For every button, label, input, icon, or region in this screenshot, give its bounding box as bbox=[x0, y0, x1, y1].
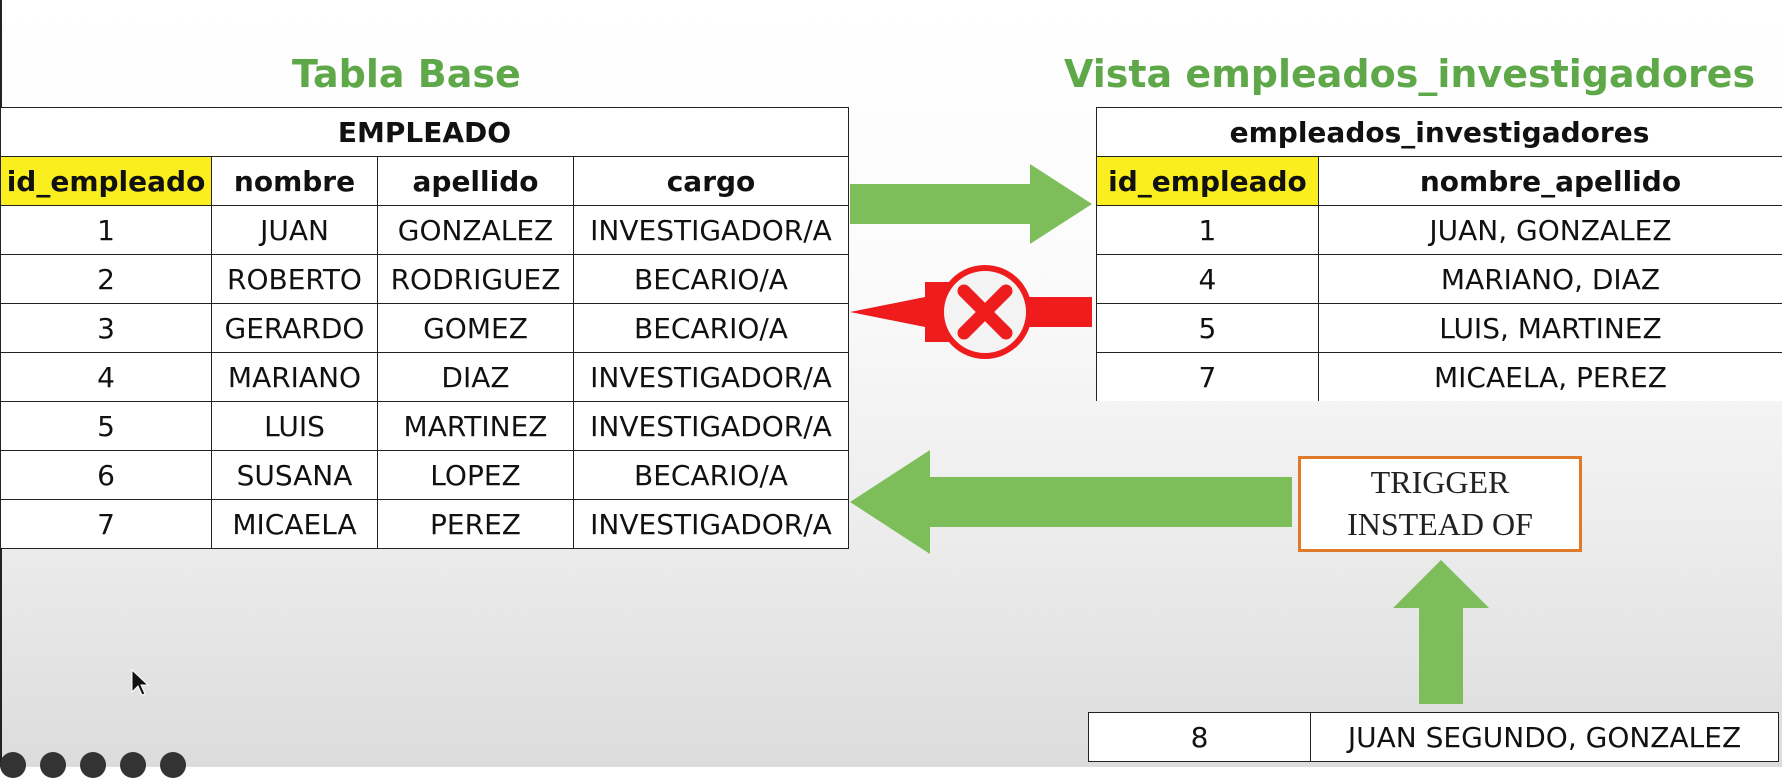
toolbar-button-icon[interactable] bbox=[80, 752, 106, 778]
cell-nombre-apellido: MICAELA, PEREZ bbox=[1318, 353, 1782, 402]
toolbar-button-icon[interactable] bbox=[160, 752, 186, 778]
cell-apellido: LOPEZ bbox=[378, 451, 574, 500]
cell-id-empleado: 3 bbox=[1, 304, 212, 353]
trigger-type-label: INSTEAD OF bbox=[1347, 504, 1533, 546]
cell-nombre-apellido: MARIANO, DIAZ bbox=[1318, 255, 1782, 304]
cell-apellido: GONZALEZ bbox=[378, 206, 574, 255]
cell-cargo: INVESTIGADOR/A bbox=[574, 206, 849, 255]
cell-id-empleado: 5 bbox=[1097, 304, 1319, 353]
table-row bbox=[1, 500, 849, 549]
left-arrow-from-trigger bbox=[850, 450, 1292, 554]
view-column-header-id-empleado: id_empleado bbox=[1097, 157, 1319, 206]
base-table-body bbox=[1, 206, 849, 549]
base-table-empleado bbox=[0, 107, 849, 549]
cell-nombre: GERARDO bbox=[212, 304, 378, 353]
trigger-instead-of-box bbox=[1298, 456, 1582, 552]
toolbar-button-icon[interactable] bbox=[120, 752, 146, 778]
cell-id-empleado: 5 bbox=[1, 402, 212, 451]
toolbar-button-icon[interactable] bbox=[0, 752, 26, 778]
cell-nombre: JUAN bbox=[212, 206, 378, 255]
table-row bbox=[1, 353, 849, 402]
cell-apellido: MARTINEZ bbox=[378, 402, 574, 451]
cell-apellido: PEREZ bbox=[378, 500, 574, 549]
view-heading: Vista empleados_investigadores bbox=[1064, 52, 1755, 96]
view-table-title: empleados_investigadores bbox=[1097, 108, 1782, 157]
cell-id-empleado: 1 bbox=[1097, 206, 1319, 255]
cell-nombre: LUIS bbox=[212, 402, 378, 451]
cell-id-empleado: 7 bbox=[1, 500, 212, 549]
cell-cargo: INVESTIGADOR/A bbox=[574, 500, 849, 549]
new-row-id: 8 bbox=[1089, 713, 1311, 762]
video-toolbar bbox=[0, 752, 186, 778]
cell-apellido: RODRIGUEZ bbox=[378, 255, 574, 304]
up-arrow-to-trigger bbox=[1393, 560, 1489, 704]
cell-cargo: BECARIO/A bbox=[574, 255, 849, 304]
cell-nombre-apellido: JUAN, GONZALEZ bbox=[1318, 206, 1782, 255]
cell-cargo: BECARIO/A bbox=[574, 304, 849, 353]
cell-nombre: ROBERTO bbox=[212, 255, 378, 304]
cell-id-empleado: 7 bbox=[1097, 353, 1319, 402]
cell-id-empleado: 4 bbox=[1, 353, 212, 402]
column-header-id-empleado: id_empleado bbox=[1, 157, 212, 206]
table-row bbox=[1, 304, 849, 353]
blocked-left-arrow bbox=[850, 262, 1092, 362]
cell-nombre: MICAELA bbox=[212, 500, 378, 549]
toolbar-button-icon[interactable] bbox=[40, 752, 66, 778]
table-row bbox=[1, 451, 849, 500]
mouse-pointer-icon bbox=[130, 668, 150, 698]
view-table-body bbox=[1097, 206, 1782, 402]
cell-id-empleado: 6 bbox=[1, 451, 212, 500]
base-table-title: EMPLEADO bbox=[1, 108, 849, 157]
cell-apellido: DIAZ bbox=[378, 353, 574, 402]
cell-nombre-apellido: LUIS, MARTINEZ bbox=[1318, 304, 1782, 353]
trigger-label: TRIGGER bbox=[1371, 462, 1510, 504]
table-row bbox=[1, 402, 849, 451]
cell-cargo: BECARIO/A bbox=[574, 451, 849, 500]
x-circle-icon bbox=[939, 266, 1031, 358]
right-arrow-to-view bbox=[850, 164, 1092, 244]
table-row bbox=[1, 206, 849, 255]
cell-id-empleado: 2 bbox=[1, 255, 212, 304]
cell-id-empleado: 4 bbox=[1097, 255, 1319, 304]
column-header-apellido: apellido bbox=[378, 157, 574, 206]
new-row-nombre-apellido: JUAN SEGUNDO, GONZALEZ bbox=[1311, 713, 1779, 762]
table-row bbox=[1097, 353, 1782, 402]
column-header-cargo: cargo bbox=[574, 157, 849, 206]
cell-cargo: INVESTIGADOR/A bbox=[574, 402, 849, 451]
view-column-header-nombre-apellido: nombre_apellido bbox=[1318, 157, 1782, 206]
column-header-nombre: nombre bbox=[212, 157, 378, 206]
cell-nombre: MARIANO bbox=[212, 353, 378, 402]
table-row bbox=[1097, 304, 1782, 353]
cell-apellido: GOMEZ bbox=[378, 304, 574, 353]
cell-id-empleado: 1 bbox=[1, 206, 212, 255]
table-row bbox=[1, 255, 849, 304]
new-row-table bbox=[1088, 712, 1779, 762]
table-row bbox=[1097, 255, 1782, 304]
table-row bbox=[1097, 206, 1782, 255]
view-table-empleados-investigadores bbox=[1096, 107, 1782, 401]
cell-nombre: SUSANA bbox=[212, 451, 378, 500]
base-table-heading: Tabla Base bbox=[292, 52, 521, 96]
cell-cargo: INVESTIGADOR/A bbox=[574, 353, 849, 402]
